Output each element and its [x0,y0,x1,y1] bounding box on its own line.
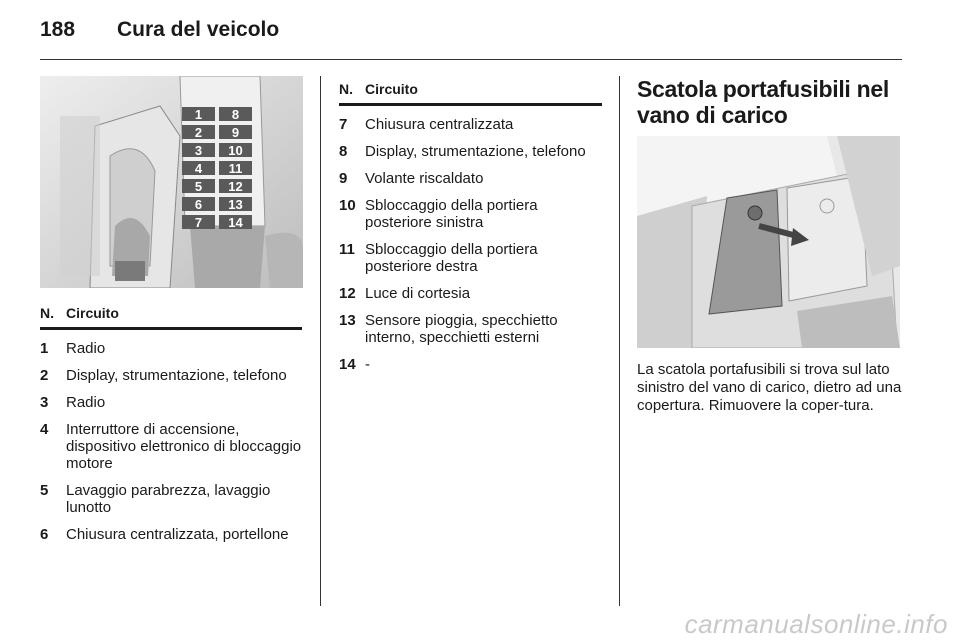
table-row [339,197,602,231]
circuit-description: Chiusura centralizzata [365,116,514,133]
fuse-slot-label: 7 [194,215,203,230]
circuit-description: Volante riscaldato [365,170,484,187]
fuse-number: 7 [339,116,348,133]
column-header-circuit: Circuito [365,81,418,97]
fuse-number: 6 [40,526,49,543]
circuit-description: Display, strumentazione, telefono [365,143,586,160]
fuse-number: 9 [339,170,348,187]
circuit-description: Display, strumentazione, telefono [66,367,287,384]
circuit-description: Luce di cortesia [365,285,471,302]
fuse-table-left [40,305,302,543]
fuse-number: 5 [40,482,49,499]
circuit-description: Sbloccaggio della portiera posteriore destra [365,241,538,275]
fuse-slot-label: 1 [194,107,203,122]
fuse-slot-label: 12 [228,179,243,194]
circuit-description: Interruttore di accensione, dispositivo elettronico di bloccaggio motore [66,421,302,472]
table-header [339,81,602,106]
table-row [40,340,302,357]
fuse-slot-label: 3 [194,143,203,158]
table-row [40,526,302,543]
table-row [339,356,602,373]
section-title: Scatola portafusibili nel vano di carico [637,76,889,128]
fuse-slot-label: 8 [231,107,240,122]
table-row [40,394,302,411]
fuse-number: 11 [339,241,355,258]
fuse-slot-label: 13 [228,197,243,212]
table-row [40,421,302,472]
column-header-number: N. [339,81,353,97]
table-header [40,305,302,330]
fuse-number: 2 [40,367,49,384]
fuse-slot-label: 14 [228,215,243,230]
page-number: 188 [40,18,76,41]
fuse-number: 13 [339,312,356,329]
fuse-slot-label: 2 [194,125,203,140]
fuse-slot-label: 11 [228,161,243,176]
column-divider [619,76,620,606]
table-row [339,143,602,160]
circuit-description: Sbloccaggio della portiera posteriore sinistra [365,197,538,231]
fuse-box-illustration [40,76,303,288]
table-row [339,170,602,187]
fuse-number: 1 [40,340,49,357]
circuit-description: - [365,356,370,373]
cargo-area-drawing [637,136,900,348]
column-divider [320,76,321,606]
header-rule [40,59,902,60]
fuse-number: 8 [339,143,348,160]
circuit-description: Sensore pioggia, specchietto interno, specchietti esterni [365,312,558,346]
table-row [339,116,602,133]
fuse-number: 3 [40,394,49,411]
fuse-slot-label: 5 [194,179,203,194]
cargo-fuse-cover-illustration [637,136,900,348]
column-header-number: N. [40,305,54,321]
fuse-slot-label: 10 [228,143,243,158]
circuit-description: Lavaggio parabrezza, lavaggio lunotto [66,482,271,516]
fuse-number: 14 [339,356,356,373]
watermark: carmanualsonline.info [684,609,948,639]
table-row [339,241,602,275]
fuse-slot-label: 6 [194,197,203,212]
fuse-table-right [339,81,602,373]
table-row [339,312,602,346]
column-header-circuit: Circuito [66,305,119,321]
fuse-number: 10 [339,197,356,214]
table-row [40,367,302,384]
section-paragraph: La scatola portafusibili si trova sul lato sinistro del vano di carico, dietro ad una copertura. Rimuovere la coper-tura. [637,361,902,414]
table-row [339,285,602,302]
circuit-description: Radio [66,394,106,411]
table-row [40,482,302,516]
fuse-number: 4 [40,421,49,438]
circuit-description: Chiusura centralizzata, portellone [66,526,289,543]
fuse-number: 12 [339,285,356,302]
circuit-description: Radio [66,340,106,357]
page-title: Cura del veicolo [117,18,280,41]
fuse-slot-label: 4 [194,161,203,176]
fuse-box-drawing [40,76,303,288]
fuse-slot-label: 9 [231,125,240,140]
